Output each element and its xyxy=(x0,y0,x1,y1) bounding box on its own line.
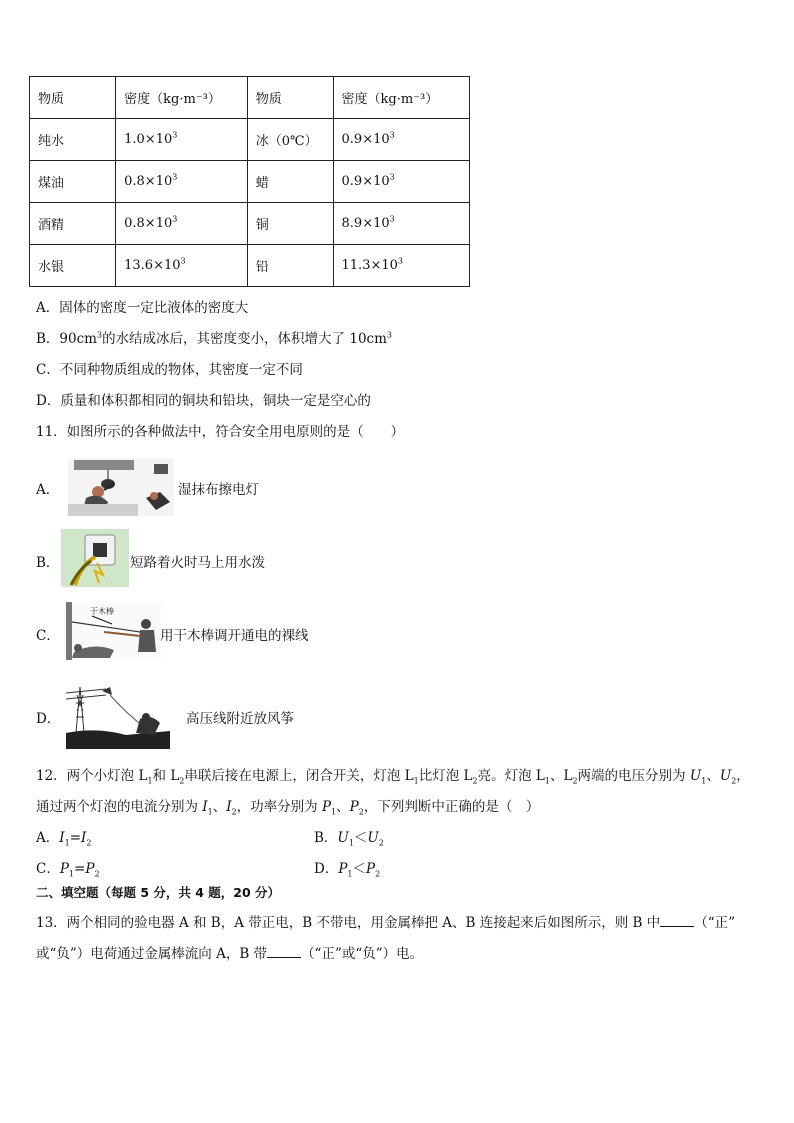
table-cell: 铜 xyxy=(247,203,333,245)
table-header-cell: 物质 xyxy=(30,77,116,119)
table-row xyxy=(30,203,470,245)
table-row xyxy=(30,119,470,161)
table-cell: 冰（0℃） xyxy=(247,119,333,161)
table-cell: $13.6\times 10^3$ xyxy=(116,245,248,287)
table-cell: 煤油 xyxy=(30,161,116,203)
table-header-row xyxy=(30,77,470,119)
table-cell: $8.9\times 10^3$ xyxy=(333,203,469,245)
q11-option-c-label: C． xyxy=(36,628,60,644)
table-cell: $0.8\times 10^3$ xyxy=(116,161,248,203)
wet-cloth-lamp-picture xyxy=(68,458,174,516)
q11-option-b-label: B． xyxy=(36,555,60,571)
table-row xyxy=(30,245,470,287)
dry-stick-wire-picture xyxy=(64,602,161,660)
q12-stem-line-1: 12．两个小灯泡 $L_1$和 $L_2$串联后接在电源上，闭合开关，灯泡 $L_1$比灯泡 $L_2$亮。灯泡 $L_1$、$L_2$两端的电压分别为 $U_1$、$U_2$， xyxy=(36,768,750,786)
answer-blank[interactable] xyxy=(660,914,694,927)
q12-option-b: B．$U_1<U_2$ xyxy=(314,830,384,848)
picture-label: 干木棒 xyxy=(90,607,114,616)
table-cell: $11.3\times 10^3$ xyxy=(333,245,469,287)
q10-option-b: B．$90cm^3$的水结成冰后，其密度变小，体积增大了 $10cm^3$ xyxy=(36,330,392,347)
table-cell: 纯水 xyxy=(30,119,116,161)
q13-stem-line-1: 13．两个相同的验电器 A 和 B，A 带正电，B 不带电，用金属棒把 A、B 连接起来后如图所示，则 B 中 （“正” xyxy=(36,915,736,931)
table-cell: 酒精 xyxy=(30,203,116,245)
table-cell: $0.8\times 10^3$ xyxy=(116,203,248,245)
table-header-cell: 密度（kg·m⁻³） xyxy=(333,77,469,119)
q10-option-a: A．固体的密度一定比液体的密度大 xyxy=(36,300,249,316)
table-header-cell: 密度（kg·m⁻³） xyxy=(116,77,248,119)
q12-stem-line-2: 通过两个灯泡的电流分别为 $I_1$、$I_2$，功率分别为 $P_1$、$P_2$，下列判断中正确的是（ ） xyxy=(36,799,540,817)
table-cell: 铅 xyxy=(247,245,333,287)
table-header-cell: 物质 xyxy=(247,77,333,119)
q11-option-a-text: 湿抹布擦电灯 xyxy=(178,482,259,498)
q11-stem: 11．如图所示的各种做法中，符合安全用电原则的是（ ） xyxy=(36,424,405,440)
table-cell: $0.9\times 10^3$ xyxy=(333,119,469,161)
answer-blank[interactable] xyxy=(267,945,301,958)
table-cell: 蜡 xyxy=(247,161,333,203)
q12-option-d: D．$P_1<P_2$ xyxy=(314,861,381,879)
table-cell: $1.0\times 10^3$ xyxy=(116,119,248,161)
density-table xyxy=(29,76,470,287)
q11-option-b-text: 短路着火时马上用水泼 xyxy=(130,555,265,571)
short-circuit-fire-picture xyxy=(61,529,129,587)
q10-option-d: D．质量和体积都相同的铜块和铅块，铜块一定是空心的 xyxy=(36,393,371,409)
table-row xyxy=(30,161,470,203)
q11-option-d-label: D． xyxy=(36,711,61,727)
q12-option-a: A．$I_1=I_2$ xyxy=(36,830,92,848)
kite-near-power-line-picture xyxy=(66,683,170,749)
table-cell: $0.9\times 10^3$ xyxy=(333,161,469,203)
section-heading: 二、填空题（每题 5 分，共 4 题，20 分） xyxy=(36,885,281,900)
q11-option-d-text: 高压线附近放风筝 xyxy=(186,711,294,727)
q11-option-c-text: 用干木棒调开通电的裸线 xyxy=(160,628,309,644)
q11-option-a-label: A． xyxy=(36,482,60,498)
q13-stem-line-2: 或“负”）电荷通过金属棒流向 A，B 带 （“正”或“负”）电。 xyxy=(36,946,424,962)
table-cell: 水银 xyxy=(30,245,116,287)
q10-option-c: C．不同种物质组成的物体，其密度一定不同 xyxy=(36,362,303,378)
q12-option-c: C．$P_1=P_2$ xyxy=(36,861,100,879)
